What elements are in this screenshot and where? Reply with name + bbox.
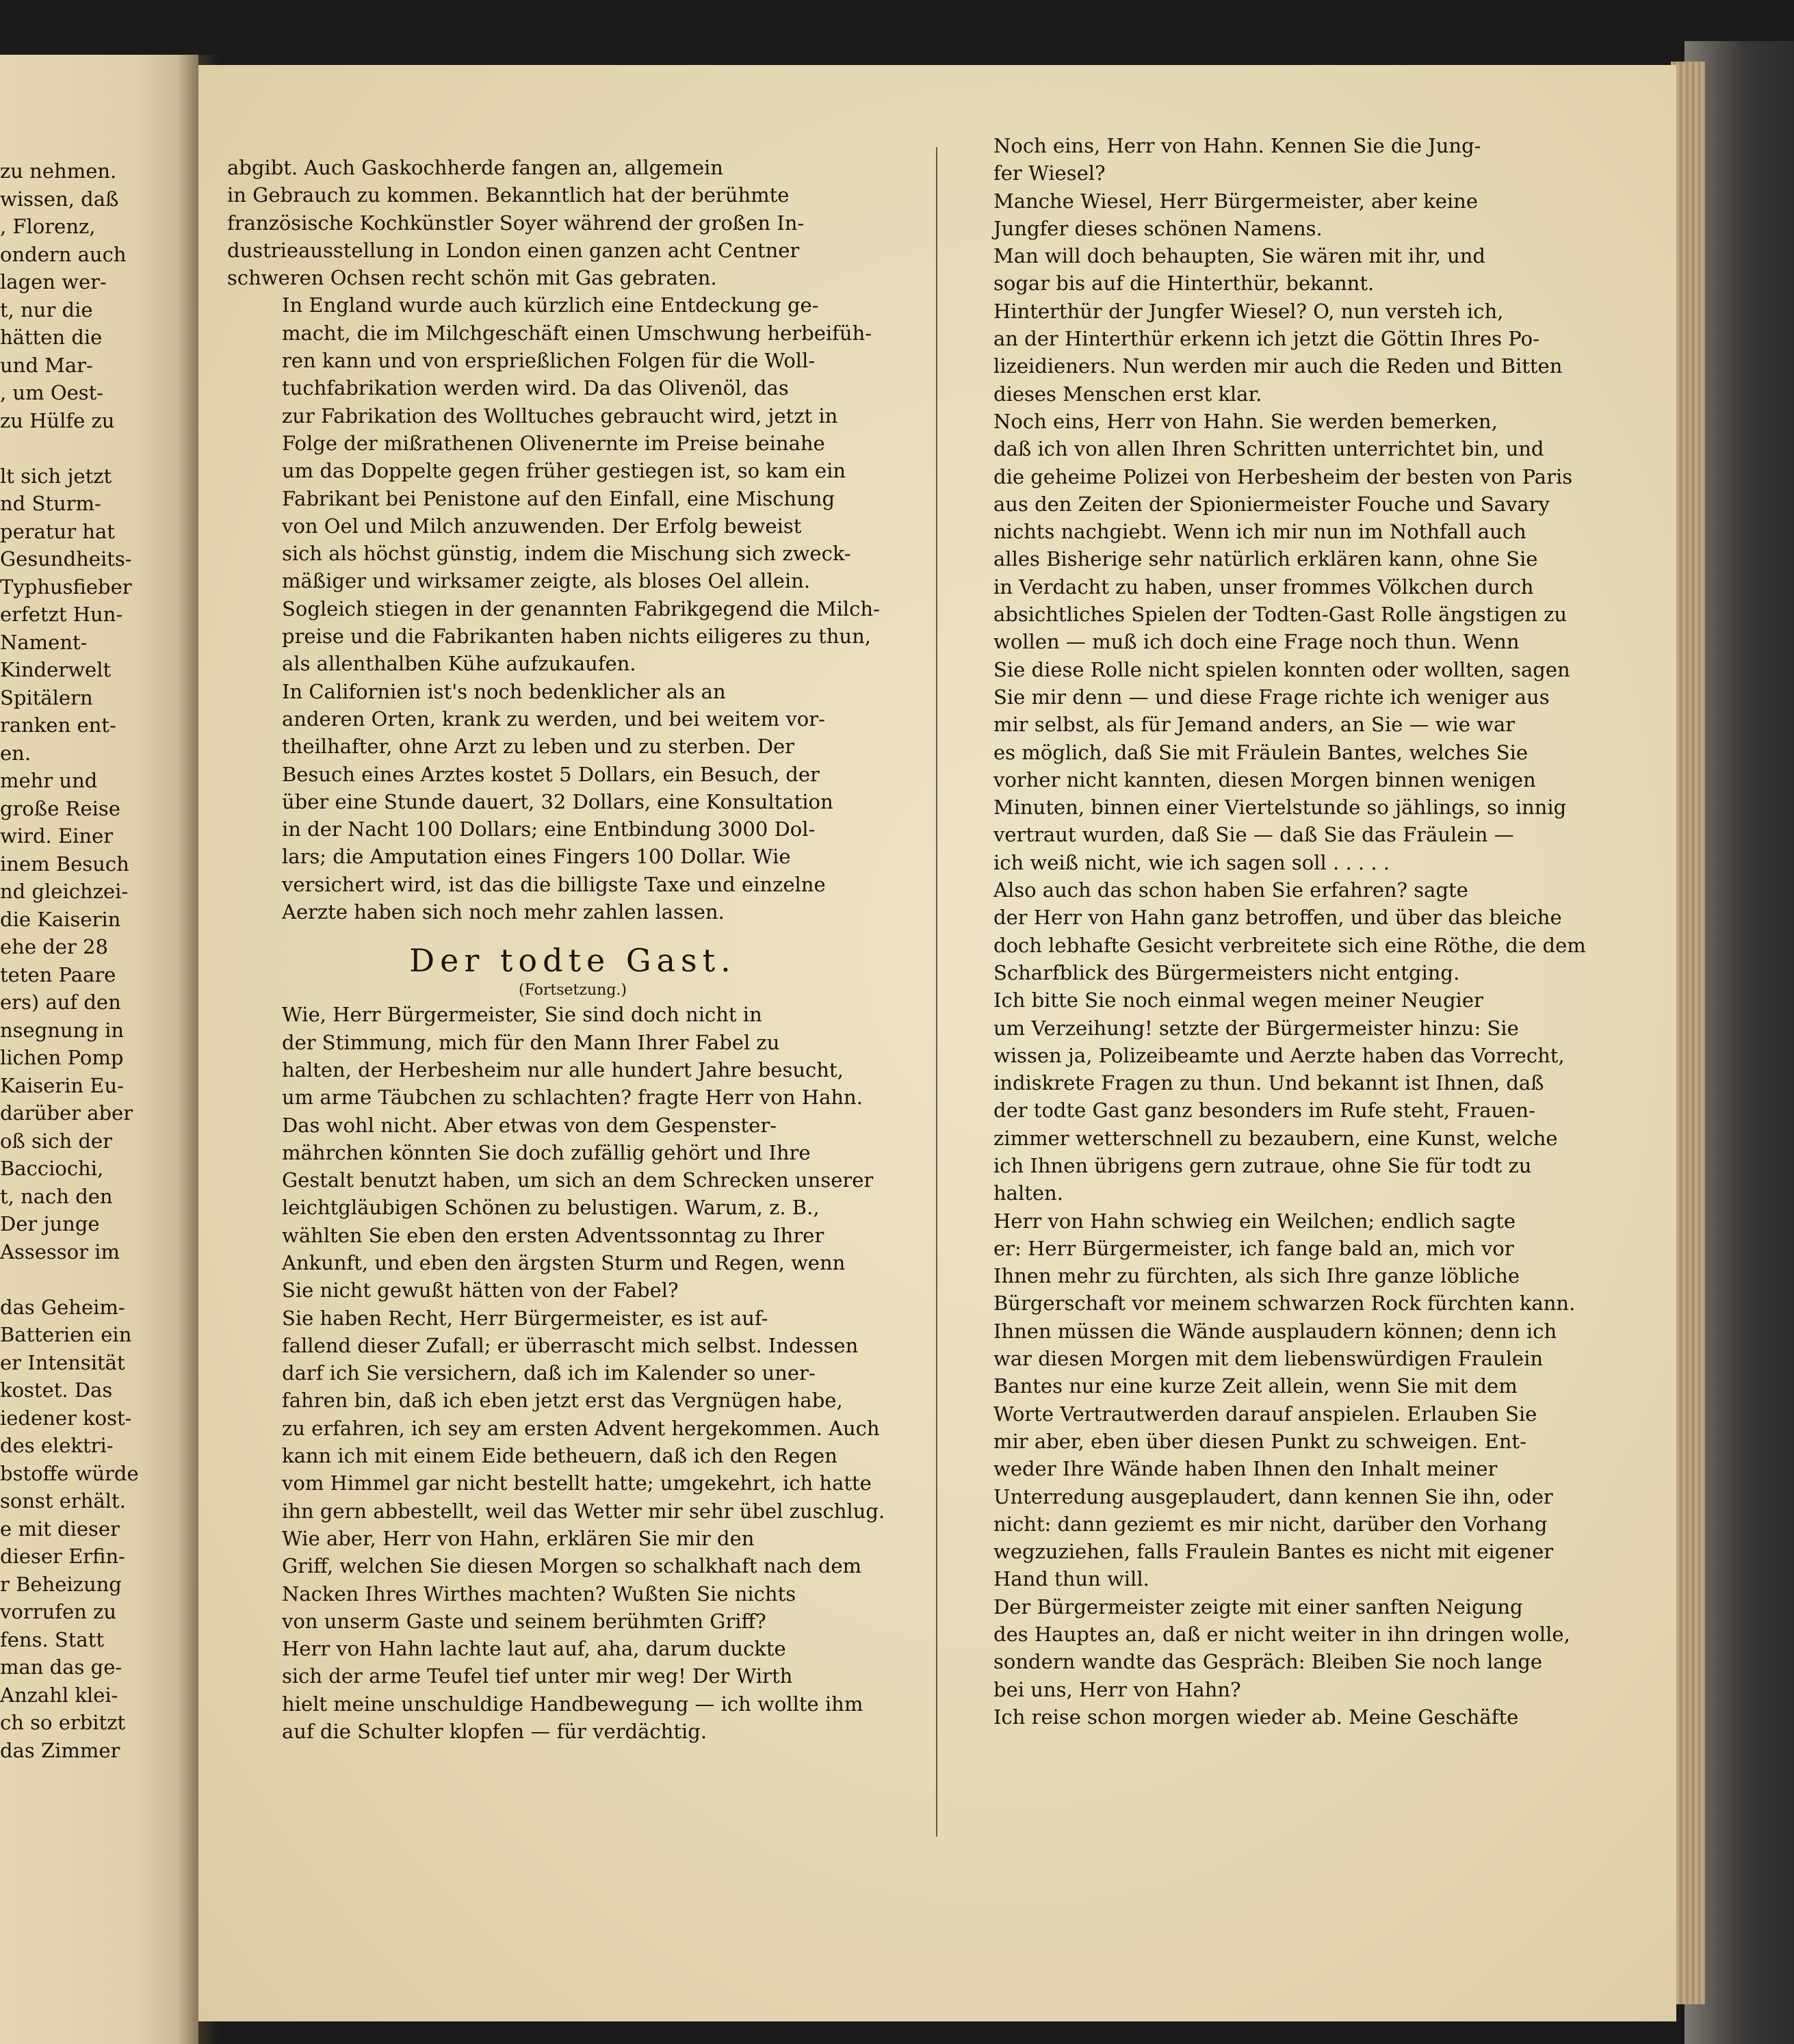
text-line: kostet. Das (0, 1378, 113, 1402)
text-line: lichen Pomp (0, 1046, 124, 1069)
text-line: Hand thun will. (993, 1567, 1149, 1591)
text-line: Man will doch behaupten, Sie wären mit ihr, und (993, 244, 1485, 268)
paragraph-story-8 (939, 242, 1628, 298)
text-line (0, 434, 159, 462)
text-line: iedener kost- (0, 1406, 132, 1430)
text-line: In England wurde auch kürzlich eine Entdeckung ge- (282, 293, 819, 317)
text-line: er Intensität (0, 1350, 125, 1374)
text-line: mir selbst, als für Jemand anders, an Sie — wie war (993, 713, 1516, 737)
text-line: der Herr von Hahn ganz betroffen, und über das bleiche (993, 906, 1562, 930)
text-line: mäßiger und wirksamer zeigte, als bloses Oel allein. (282, 569, 811, 593)
paragraph-story-14 (939, 1593, 1628, 1703)
text-line: ch so erbitzt (0, 1711, 126, 1734)
text-line: lars; die Amputation eines Fingers 100 Dollar. Wie (282, 845, 791, 869)
text-line: hätten die (0, 326, 103, 349)
text-line: Sie nicht gewußt hätten von der Fabel? (282, 1279, 679, 1302)
text-line: Hinterthür der Jungfer Wiesel? O, nun versteh ich, (993, 299, 1504, 323)
text-line: wissen ja, Polizeibeamte und Aerzte haben das Vorrecht, (993, 1043, 1565, 1067)
text-line: Ich bitte Sie noch einmal wegen meiner Neugier (993, 988, 1483, 1012)
text-line: zur Fabrikation des Wolltuches gebraucht wird, jetzt in (282, 404, 838, 428)
text-line: Bantes nur eine kurze Zeit allein, wenn Sie mit dem (993, 1374, 1518, 1398)
text-line: es möglich, daß Sie mit Fräulein Bantes, welches Sie (993, 740, 1529, 764)
paragraph-story-12 (939, 986, 1628, 1207)
text-line: Minuten, binnen einer Viertelstunde so jählings, so innig (993, 796, 1567, 820)
paragraph-story-5 (227, 1635, 918, 1745)
text-line: fer Wiesel? (993, 161, 1106, 185)
text-line: wollen — muß ich doch eine Frage noch thun. Wenn (993, 630, 1520, 654)
text-line: tuchfabrikation werden wird. Da das Olivenöl, das (282, 376, 789, 400)
column-b (939, 132, 1628, 1731)
text-line: man das ge- (0, 1655, 122, 1679)
text-line: absichtliches Spielen der Todten-Gast Rolle ängstigen zu (993, 603, 1568, 627)
text-line: vertraut wurden, daß Sie — daß Sie das Fräulein — (993, 823, 1514, 847)
text-line: kann ich mit einem Eide betheuern, daß ich den Regen (282, 1444, 837, 1468)
text-line: teten Paare (0, 962, 116, 986)
text-line: weder Ihre Wände haben Ihnen den Inhalt meiner (993, 1457, 1498, 1481)
text-line: nd gleichzei- (0, 880, 129, 903)
text-line: Gesundheits- (0, 547, 132, 571)
text-line: Ihnen mehr zu fürchten, als sich Ihre ganze löbliche (993, 1264, 1520, 1288)
text-line: Fabrikant bei Penistone auf den Einfall, eine Mischung (282, 486, 835, 510)
text-line: macht, die im Milchgeschäft einen Umschwung herbeifüh- (282, 321, 872, 345)
left-fragment-lines (0, 157, 159, 1764)
text-line: Unterredung ausgeplaudert, dann kennen Sie ihn, oder (993, 1484, 1553, 1508)
text-line: Herr von Hahn schwieg ein Weilchen; endlich sagte (993, 1209, 1516, 1233)
text-line: der Stimmung, mich für den Mann Ihrer Fabel zu (282, 1030, 780, 1054)
text-line: in Verdacht zu haben, unser frommes Völkchen durch (993, 575, 1534, 599)
text-line: ers) auf den (0, 991, 121, 1014)
text-line: alles Bisherige sehr natürlich erklären kann, ohne Sie (993, 547, 1538, 571)
text-line: war diesen Morgen mit dem liebenswürdigen Fraulein (993, 1347, 1544, 1371)
text-line: Sogleich stiegen in der genannten Fabrikgegend die Milch- (282, 597, 880, 620)
text-line: vorher nicht kannten, diesen Morgen binnen wenigen (993, 768, 1536, 791)
text-line: en. (0, 741, 31, 765)
text-line: bei uns, Herr von Hahn? (993, 1677, 1241, 1701)
text-line: um das Doppelte gegen früher gestiegen ist, so kam ein (282, 459, 846, 483)
text-line: zu nehmen. (0, 159, 117, 183)
text-line: Manche Wiesel, Herr Bürgermeister, aber keine (993, 189, 1478, 213)
text-line: Griff, welchen Sie diesen Morgen so schalkhaft nach dem (282, 1554, 862, 1578)
text-line: als allenthalben Kühe aufzukaufen. (282, 652, 636, 676)
text-line: fahren bin, daß ich eben jetzt erst das Vergnügen habe, (282, 1389, 843, 1413)
text-line: Typhusfieber (0, 575, 132, 599)
text-line: t, nach den (0, 1184, 113, 1208)
text-line: halten. (993, 1181, 1063, 1205)
text-line: schweren Ochsen recht schön mit Gas gebraten. (227, 266, 717, 290)
text-line: Der Bürgermeister zeigte mit einer sanften Neigung (993, 1595, 1523, 1619)
text-line: ehe der 28 (0, 935, 108, 958)
text-line: e mit dieser (0, 1517, 120, 1541)
text-line: Folge der mißrathenen Olivenernte im Preise beinahe (282, 431, 825, 455)
paragraph-story-4 (227, 1525, 918, 1635)
text-line: Sie mir denn — und diese Frage richte ich weniger aus (993, 685, 1550, 709)
paragraph-gas-cooking (227, 154, 918, 291)
text-line: sich als höchst günstig, indem die Mischung sich zweck- (282, 542, 851, 566)
text-line: t, nur die (0, 298, 93, 322)
column-rule (936, 147, 937, 1837)
text-line: Kinderwelt (0, 658, 112, 681)
text-line: Nament- (0, 630, 88, 654)
text-line: nicht: dann geziemt es mir nicht, darüber den Vorhang (993, 1512, 1548, 1536)
text-line: wissen, daß (0, 187, 119, 211)
text-line: große Reise (0, 796, 120, 820)
paragraph-story-15 (939, 1703, 1628, 1731)
text-line: hielt meine unschuldige Handbewegung — ich wollte ihm (282, 1692, 863, 1716)
text-line: erfetzt Hun- (0, 603, 123, 626)
text-line: oß sich der (0, 1129, 112, 1153)
text-line: um arme Täubchen zu schlachten? fragte Herr von Hahn. (282, 1086, 863, 1110)
text-line: von Oel und Milch anzuwenden. Der Erfolg beweist (282, 514, 802, 538)
text-line: zu Hülfe zu (0, 408, 115, 432)
text-line: Worte Vertrautwerden darauf anspielen. Erlauben Sie (993, 1402, 1537, 1426)
text-line: Aerzte haben sich noch mehr zahlen lassen. (282, 900, 725, 924)
text-line: nsegnung in (0, 1018, 125, 1042)
text-line: halten, der Herbesheim nur alle hundert Jahre besucht, (282, 1058, 844, 1082)
paragraph-milk-discovery (227, 291, 918, 677)
column-a (227, 154, 918, 1745)
text-line: indiskrete Fragen zu thun. Und bekannt ist Ihnen, daß (993, 1071, 1544, 1095)
text-line: Ihnen müssen die Wände ausplaudern können; denn ich (993, 1319, 1557, 1343)
text-line: dieser Erfin- (0, 1545, 125, 1568)
article-heading: Der todte Gast. (409, 942, 736, 980)
paragraph-story-9 (939, 298, 1628, 408)
text-line: anderen Orten, krank zu werden, und bei weitem vor- (282, 707, 825, 731)
text-line: der todte Gast ganz besonders im Rufe steht, Frauen- (993, 1099, 1535, 1123)
text-line: Gestalt benutzt haben, um sich an dem Schrecken unserer (282, 1168, 874, 1192)
text-line: abgibt. Auch Gaskochherde fangen an, allgemein (227, 156, 723, 179)
text-line: ihn gern abbestellt, weil das Wetter mir sehr übel zuschlug. (282, 1499, 885, 1523)
text-line: mir aber, eben über diesen Punkt zu schweigen. Ent- (993, 1429, 1526, 1453)
text-line: Assessor im (0, 1240, 120, 1263)
text-line: aus den Zeiten der Spioniermeister Fouche und Savary (993, 492, 1550, 516)
text-line: in Gebrauch zu kommen. Bekanntlich hat der berühmte (227, 183, 790, 207)
text-line: Ankunft, und eben den ärgsten Sturm und Regen, wenn (282, 1250, 846, 1274)
text-line: sonst erhält. (0, 1489, 126, 1512)
text-line: des Hauptes an, daß er nicht weiter in ihn dringen wolle, (993, 1623, 1570, 1647)
text-line: französische Kochkünstler Soyer während der großen In- (227, 211, 805, 235)
text-line: nd Sturm- (0, 492, 101, 515)
text-line: sondern wandte das Gespräch: Bleiben Sie noch lange (993, 1650, 1543, 1674)
text-line: Besuch eines Arztes kostet 5 Dollars, ein Besuch, der (282, 762, 820, 786)
text-line: an der Hinterthür erkenn ich jetzt die Göttin Ihres Po- (993, 327, 1539, 351)
text-line: Noch eins, Herr von Hahn. Sie werden bemerken, (993, 409, 1498, 433)
paragraph-story-6 (939, 132, 1628, 187)
paragraph-story-13 (939, 1207, 1628, 1593)
text-line: in der Nacht 100 Dollars; eine Entbindung 3000 Dol- (282, 817, 816, 841)
text-line: ich weiß nicht, wie ich sagen soll . . . . . (993, 850, 1390, 874)
text-line: sich der arme Teufel tief unter mir weg! Der Wirth (282, 1664, 793, 1688)
text-line: , Florenz, (0, 215, 96, 238)
text-line: von unserm Gaste und seinem berühmten Griff? (282, 1609, 766, 1633)
text-line: Scharfblick des Bürgermeisters nicht entging. (993, 960, 1460, 984)
text-line: ren kann und von ersprießlichen Folgen für die Woll- (282, 349, 816, 373)
text-line: Bürgerschaft vor meinem schwarzen Rock fürchten kann. (993, 1292, 1576, 1315)
text-line: Kaiserin Eu- (0, 1073, 124, 1097)
text-line: ranken ent- (0, 713, 116, 737)
paragraph-story-3 (227, 1305, 918, 1525)
text-line: er: Herr Bürgermeister, ich fange bald an, mich vor (993, 1236, 1514, 1260)
text-line (0, 1266, 159, 1294)
text-line: ich Ihnen übrigens gern zutraue, ohne Sie für todt zu (993, 1153, 1532, 1177)
text-line: zu erfahren, ich sey am ersten Advent hergekommen. Auch (282, 1416, 880, 1440)
text-line: fallend dieser Zufall; er überrascht mich selbst. Indessen (282, 1333, 859, 1357)
text-line: Der junge (0, 1212, 100, 1235)
text-line: Ich reise schon morgen wieder ab. Meine Geschäfte (993, 1705, 1519, 1729)
text-line: preise und die Fabrikanten haben nichts eiligeres zu thun, (282, 625, 872, 648)
text-line: wählten Sie eben den ersten Adventssonntag zu Ihrer (282, 1223, 824, 1247)
text-line: theilhafter, ohne Arzt zu leben und zu sterben. Der (282, 735, 795, 759)
text-line: vorrufen zu (0, 1600, 116, 1623)
text-line: inem Besuch (0, 852, 129, 876)
paragraph-story-7 (939, 187, 1628, 243)
text-line: über eine Stunde dauert, 32 Dollars, eine Konsultation (282, 789, 833, 813)
text-line: daß ich von allen Ihren Schritten unterrichtet bin, und (993, 437, 1544, 461)
text-line: zimmer wetterschnell zu bezaubern, eine Kunst, welche (993, 1126, 1558, 1150)
paragraph-story-2 (227, 1112, 918, 1305)
text-line: und Mar- (0, 353, 93, 377)
text-line: vom Himmel gar nicht bestellt hatte; umgekehrt, ich hatte (282, 1471, 872, 1495)
left-page-text (0, 157, 159, 1764)
text-line: Batterien ein (0, 1323, 132, 1346)
text-line: Jungfer dieses schönen Namens. (993, 216, 1323, 240)
text-line: nichts nachgiebt. Wenn ich mir nun im Nothfall auch (993, 520, 1526, 544)
paragraph-story-1 (227, 1001, 918, 1111)
text-line: doch lebhafte Gesicht verbreitete sich eine Röthe, die dem (993, 933, 1586, 957)
text-line: lt sich jetzt (0, 464, 112, 488)
text-line: r Beheizung (0, 1572, 122, 1596)
text-line: die geheime Polizei von Herbesheim der besten von Paris (993, 464, 1573, 488)
text-line: mährchen könnten Sie doch zufällig gehört und Ihre (282, 1140, 811, 1164)
text-line: leichtgläubigen Schönen zu belustigen. Warum, z. B., (282, 1196, 820, 1220)
text-line: mehr und (0, 769, 98, 792)
text-line: darüber aber (0, 1101, 133, 1125)
text-line: Sie haben Recht, Herr Bürgermeister, es ist auf- (282, 1306, 768, 1330)
paragraph-story-10 (939, 408, 1628, 876)
text-line: um Verzeihung! setzte der Bürgermeister hinzu: Sie (993, 1016, 1519, 1040)
text-line: die Kaiserin (0, 907, 121, 931)
text-line: auf die Schulter klopfen — für verdächtig. (282, 1720, 707, 1744)
text-line: , um Oest- (0, 381, 104, 404)
text-line: peratur hat (0, 519, 115, 543)
text-line: wegzuziehen, falls Fraulein Bantes es nicht mit eigener (993, 1540, 1554, 1564)
text-line: darf ich Sie versichern, daß ich im Kalender so uner- (282, 1361, 816, 1385)
text-line: lizeidieners. Nun werden mir auch die Reden und Bitten (993, 354, 1563, 378)
text-line: Anzahl klei- (0, 1683, 118, 1707)
text-line: dieses Menschen erst klar. (993, 382, 1262, 406)
text-line: dustrieausstellung in London einen ganzen acht Centner (227, 238, 800, 262)
text-line: das Geheim- (0, 1295, 125, 1319)
text-line: das Zimmer (0, 1738, 120, 1762)
text-line: lagen wer- (0, 270, 107, 293)
text-line: Bacciochi, (0, 1157, 104, 1180)
text-line: Das wohl nicht. Aber etwas von dem Gespenster- (282, 1113, 777, 1137)
text-line: Wie aber, Herr von Hahn, erklären Sie mir den (282, 1526, 755, 1550)
text-line: Nacken Ihres Wirthes machten? Wußten Sie nichts (282, 1582, 796, 1606)
text-line: Noch eins, Herr von Hahn. Kennen Sie die Jung- (993, 134, 1481, 157)
article-subheading: (Fortsetzung.) (519, 982, 627, 999)
text-line: In Californien ist's noch bedenklicher als an (282, 679, 726, 703)
text-line: versichert wird, ist das die billigste Taxe und einzelne (282, 872, 826, 896)
text-line: Also auch das schon haben Sie erfahren? sagte (993, 878, 1468, 902)
text-line: Wie, Herr Bürgermeister, Sie sind doch nicht in (282, 1003, 762, 1027)
text-line: sogar bis auf die Hinterthür, bekannt. (993, 272, 1375, 296)
text-line: fens. Statt (0, 1627, 105, 1651)
text-line: bstoffe würde (0, 1461, 139, 1485)
text-line: Sie diese Rolle nicht spielen konnten oder wollten, sagen (993, 657, 1570, 681)
text-line: Herr von Hahn lachte laut auf, aha, darum duckte (282, 1637, 786, 1661)
paragraph-california (227, 678, 918, 926)
text-line: des elektri- (0, 1434, 114, 1457)
text-line: wird. Einer (0, 824, 114, 848)
paragraph-story-11 (939, 876, 1628, 986)
text-line: ondern auch (0, 242, 127, 266)
text-line: Spitälern (0, 685, 93, 709)
